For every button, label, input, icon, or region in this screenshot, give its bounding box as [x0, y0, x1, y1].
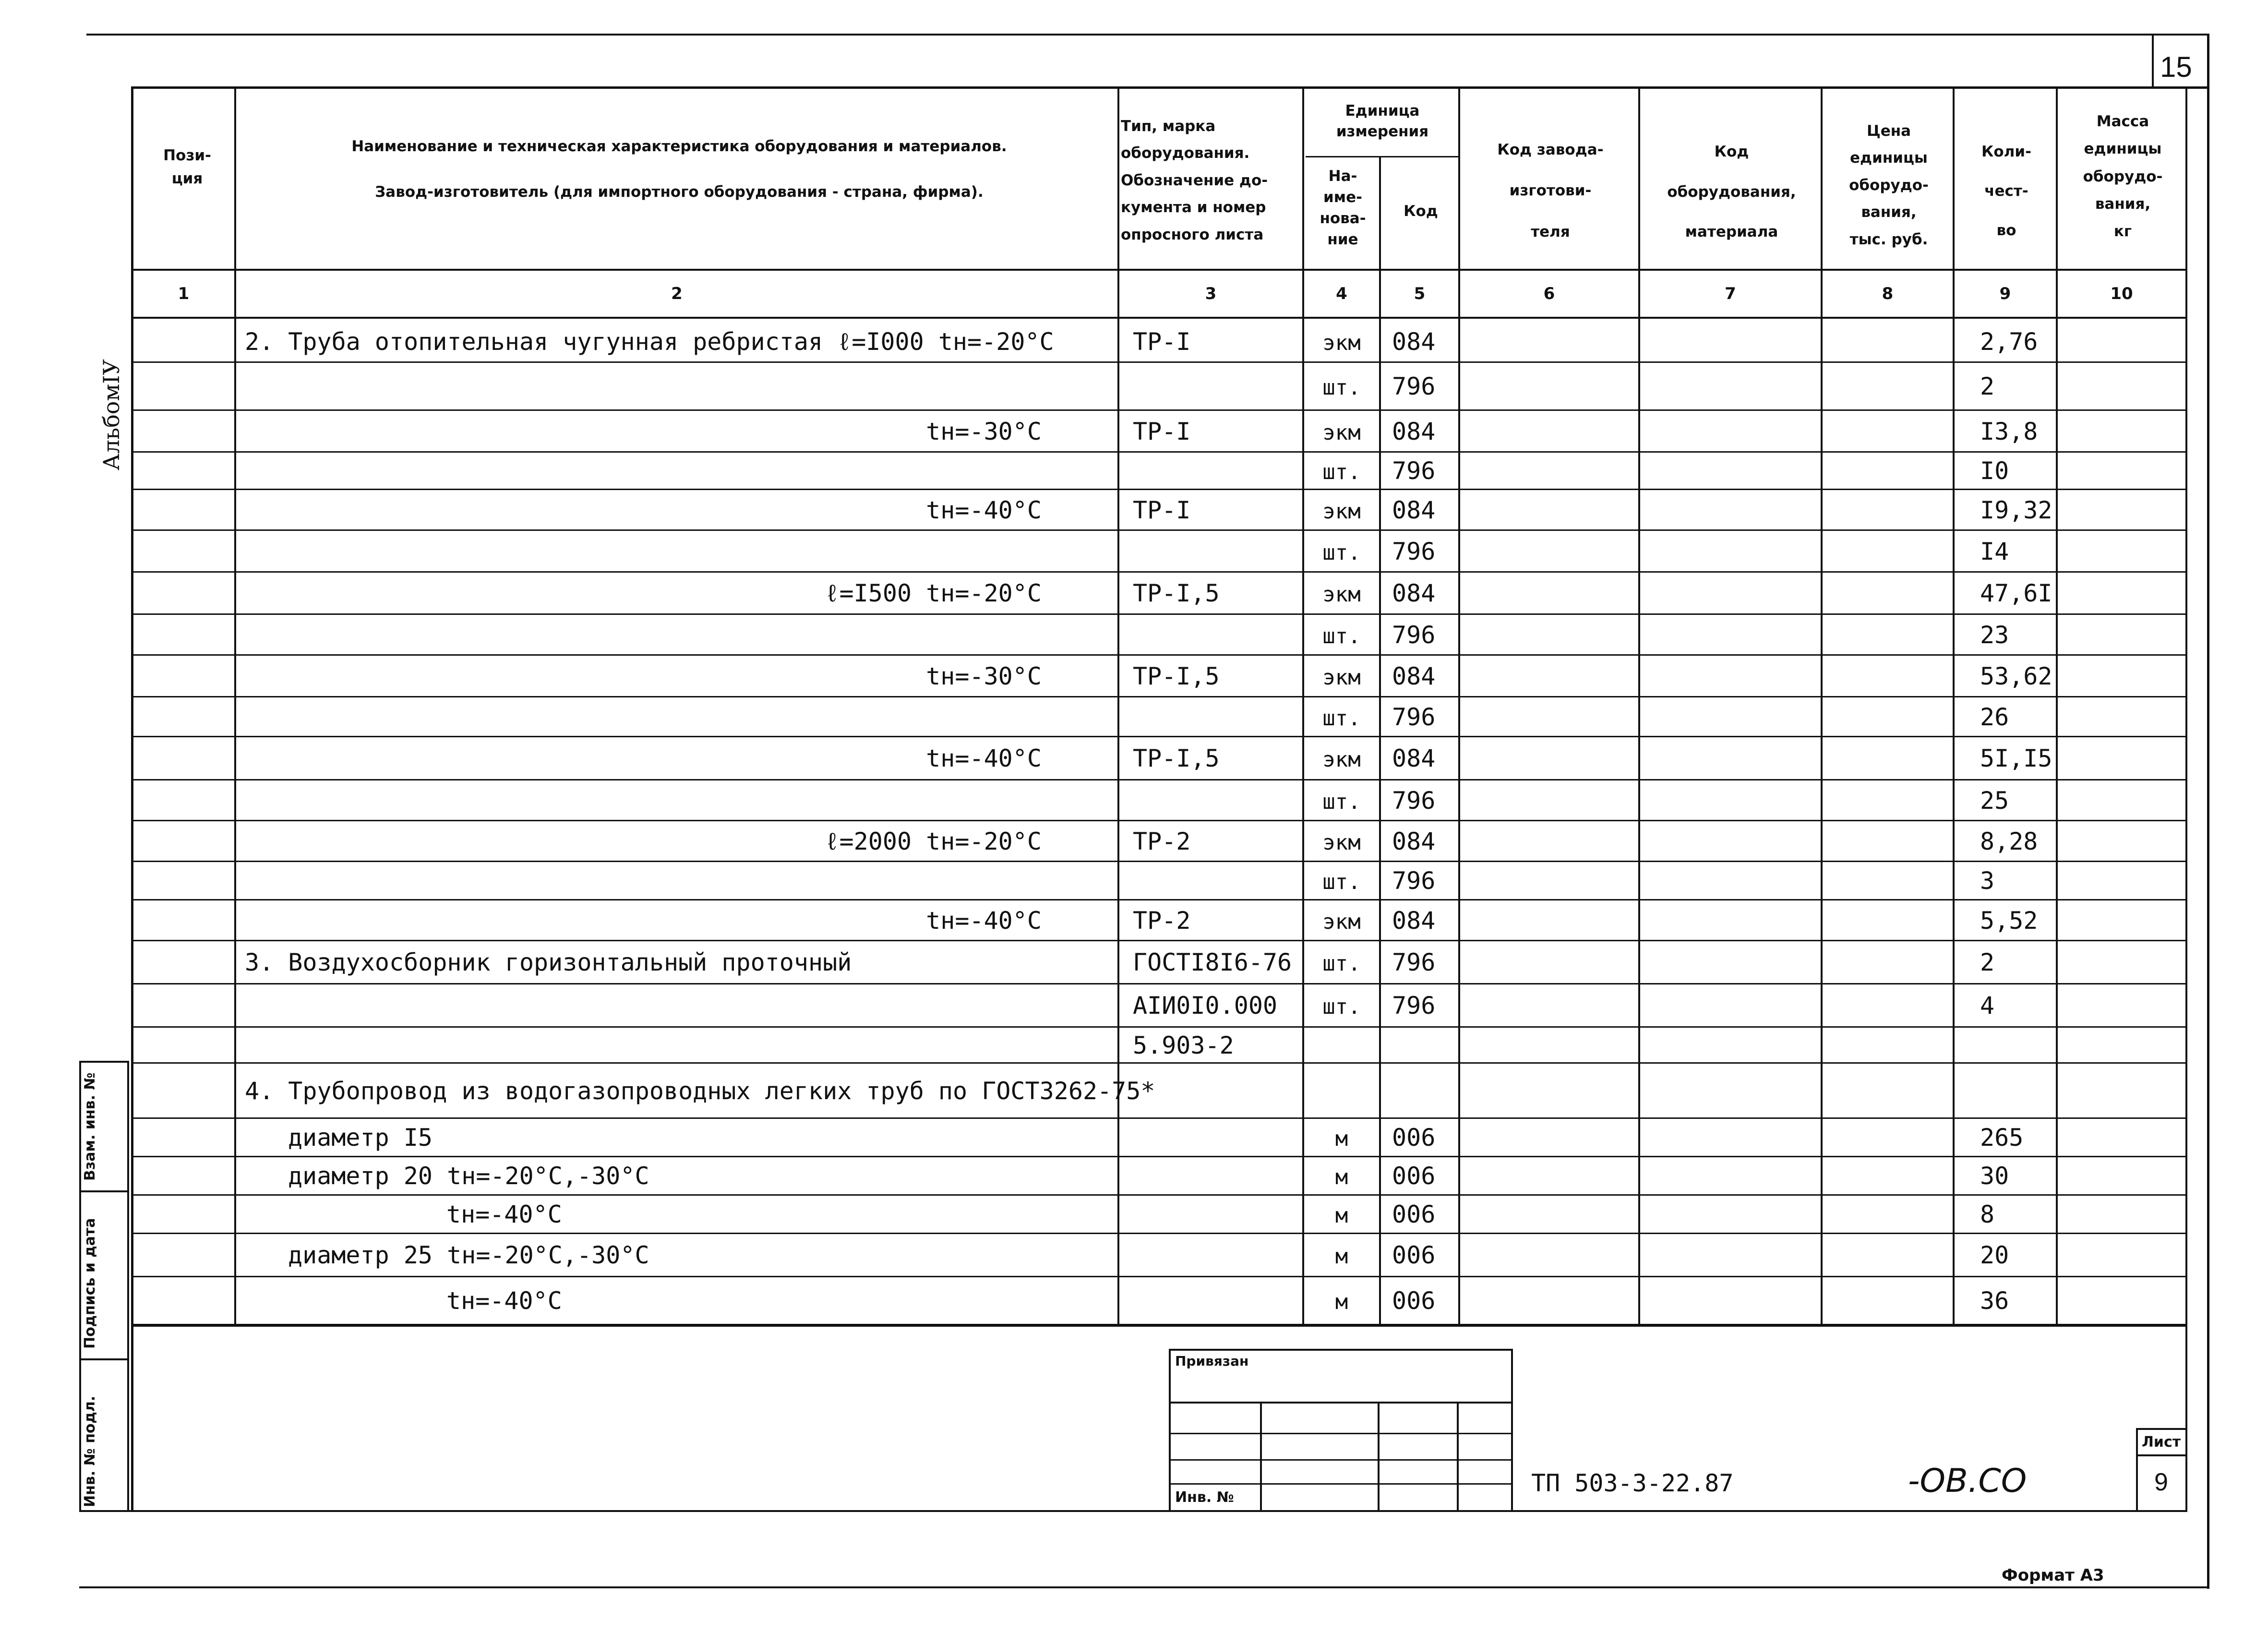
- row-unit: шт.: [1322, 995, 1361, 1019]
- row-line: [132, 1276, 2186, 1277]
- row-unit: шт.: [1322, 375, 1361, 400]
- row-code: 084: [1392, 496, 1436, 524]
- row-quantity: 26: [1980, 703, 2009, 731]
- header-col8-line4: вания,: [1861, 204, 1917, 221]
- row-quantity: 23: [1980, 621, 2009, 649]
- column-number-5: 5: [1414, 284, 1426, 303]
- header-col9-line2: чест-: [1984, 182, 2028, 200]
- row-unit: экм: [1322, 747, 1361, 772]
- sheet-box-mid: [2136, 1454, 2186, 1456]
- row-name: tн=-30°C: [926, 417, 1042, 445]
- top-border-line: [86, 34, 2208, 36]
- row-quantity: I3,8: [1980, 417, 2038, 445]
- bound-box-right: [1511, 1349, 1513, 1512]
- row-type: ТР-I: [1133, 417, 1191, 445]
- row-quantity: I4: [1980, 537, 2009, 565]
- header-col1-line2: ция: [171, 170, 203, 188]
- column-line-9: [2056, 86, 2058, 1325]
- margin-strip-line: [127, 1061, 129, 1512]
- row-line: [132, 779, 2186, 780]
- row-name: диаметр 25 tн=-20°C,-30°C: [288, 1241, 649, 1269]
- margin-strip-outer: [79, 1061, 81, 1512]
- inv-label: Инв. №: [1175, 1489, 1234, 1506]
- header-col6-line1: Код завода-: [1497, 141, 1604, 158]
- row-code: 084: [1392, 662, 1436, 690]
- row-quantity: 4: [1980, 992, 1995, 1020]
- row-unit: экм: [1322, 420, 1361, 445]
- column-number-3: 3: [1205, 284, 1217, 303]
- header-col3-line2: оборудования.: [1121, 144, 1250, 162]
- row-line: [132, 983, 2186, 984]
- row-line: [132, 409, 2186, 411]
- header-col10-line1: Масса: [2096, 113, 2149, 130]
- album-label: АльбомIУ: [98, 359, 124, 470]
- column-number-2: 2: [671, 284, 683, 303]
- row-line: [132, 613, 2186, 615]
- stamp-bottom-line: [79, 1510, 2187, 1512]
- header-col6: [1462, 130, 1639, 252]
- sheet-number: 9: [2154, 1468, 2168, 1496]
- margin-label-sign: Подпись и дата: [82, 1218, 98, 1349]
- column-number-1: 1: [178, 284, 190, 303]
- row-name: tн=-40°C: [926, 496, 1042, 524]
- row-line: [132, 489, 2186, 490]
- sheet-box-left: [2136, 1428, 2138, 1512]
- header-col9-line3: во: [1996, 222, 2016, 240]
- header-col10: [2059, 108, 2186, 246]
- row-line: [132, 696, 2186, 697]
- row-type: ТР-2: [1133, 827, 1191, 855]
- row-unit: шт.: [1322, 870, 1361, 894]
- column-line-1: [234, 86, 236, 1325]
- row-quantity: 20: [1980, 1241, 2009, 1269]
- row-code: 796: [1392, 372, 1436, 400]
- column-line-2: [1117, 86, 1119, 1325]
- row-line: [132, 1233, 2186, 1234]
- row-line: [132, 899, 2186, 900]
- row-line: [132, 820, 2186, 821]
- corner-box-left: [2152, 35, 2154, 87]
- margin-strip-div1: [79, 1061, 127, 1063]
- header-col10-line4: вания,: [2095, 195, 2151, 213]
- header-unit-line2: измерения: [1336, 123, 1429, 141]
- row-quantity: 8: [1980, 1200, 1995, 1228]
- header-unit-line1: Единица: [1345, 102, 1420, 120]
- row-type: AIИ0I0.000: [1133, 992, 1278, 1020]
- margin-strip-div2: [79, 1190, 127, 1192]
- row-quantity: 2: [1980, 372, 1995, 400]
- header-col4-line3: нова-: [1320, 210, 1366, 228]
- header-col8-line5: тыс. руб.: [1849, 230, 1928, 248]
- row-unit: экм: [1322, 909, 1361, 934]
- row-unit: экм: [1322, 665, 1361, 690]
- column-line-5: [1458, 86, 1460, 1325]
- row-quantity: 8,28: [1980, 827, 2038, 855]
- bound-label: Привязан: [1175, 1353, 1249, 1369]
- row-line: [132, 736, 2186, 737]
- row-type: ТР-I,5: [1133, 579, 1220, 607]
- header-col3-line4: кумента и номер: [1121, 199, 1266, 216]
- row-unit: экм: [1322, 330, 1361, 355]
- header-col3-line3: Обозначение до-: [1121, 171, 1268, 189]
- column-number-7: 7: [1725, 284, 1736, 303]
- row-quantity: 53,62: [1980, 662, 2052, 690]
- row-quantity: 265: [1980, 1124, 2024, 1152]
- row-code: 006: [1392, 1124, 1436, 1152]
- header-col3: [1121, 113, 1303, 248]
- number-row-bottom-line: [132, 317, 2186, 319]
- row-quantity: 36: [1980, 1287, 2009, 1315]
- row-code: 006: [1392, 1200, 1436, 1228]
- column-line-10: [2185, 86, 2187, 1325]
- row-name: диаметр I5: [288, 1124, 433, 1152]
- row-quantity: 25: [1980, 786, 2009, 815]
- table-bottom-line: [132, 1325, 2186, 1327]
- header-col8: [1824, 118, 1954, 253]
- stamp-right-line: [2185, 1325, 2187, 1512]
- header-col4: [1306, 166, 1380, 250]
- bound-box-div1: [1260, 1402, 1262, 1512]
- frame-bottom-line: [79, 1586, 2209, 1588]
- header-col10-line5: кг: [2113, 223, 2132, 240]
- header-col9-line1: Коли-: [1981, 143, 2031, 160]
- row-quantity: 5I,I5: [1980, 744, 2052, 772]
- row-type: ТР-I,5: [1133, 662, 1220, 690]
- header-col7-line1: Код: [1714, 143, 1749, 160]
- row-code: 084: [1392, 906, 1436, 935]
- header-bottom-line: [132, 269, 2186, 271]
- row-code: 796: [1392, 621, 1436, 649]
- margin-label-inv: Взам. инв. №: [82, 1072, 98, 1181]
- row-name: tн=-40°C: [926, 744, 1042, 772]
- row-name: tн=-40°C: [446, 1200, 562, 1228]
- bound-box-line2: [1169, 1433, 1512, 1434]
- row-type: ТР-I: [1133, 327, 1191, 356]
- document-suffix: -ОВ.СО: [1908, 1462, 2027, 1500]
- bound-box-div2: [1378, 1402, 1380, 1512]
- header-col4-line2: име-: [1323, 189, 1362, 206]
- row-line: [132, 1117, 2186, 1119]
- row-name: диаметр 20 tн=-20°C,-30°C: [288, 1162, 649, 1190]
- margin-label-orig: Инв. № подл.: [82, 1395, 98, 1507]
- sheet-box-top: [2136, 1428, 2186, 1430]
- column-line-8: [1953, 86, 1955, 1325]
- column-number-4: 4: [1336, 284, 1347, 303]
- row-quantity: I9,32: [1980, 496, 2052, 524]
- row-unit: м: [1335, 1127, 1348, 1151]
- row-type: ТР-2: [1133, 906, 1191, 935]
- row-code: 796: [1392, 948, 1436, 976]
- table-left-outer: [131, 86, 133, 1512]
- header-col2-line2: Завод-изготовитель (для импортного оборудования - страна, фирма).: [375, 183, 984, 201]
- header-col7-line2: оборудования,: [1667, 183, 1796, 201]
- column-line-7: [1821, 86, 1823, 1325]
- bound-box-top: [1169, 1349, 1512, 1351]
- sheet-label: Лист: [2142, 1434, 2181, 1451]
- margin-strip-div3: [79, 1358, 127, 1360]
- unit-group-divider: [1306, 156, 1459, 157]
- row-line: [132, 451, 2186, 453]
- column-number-8: 8: [1882, 284, 1894, 303]
- document-code: ТП 503-3-22.87: [1531, 1469, 1734, 1497]
- sheet-corner-number: 15: [2160, 51, 2192, 83]
- row-line: [132, 571, 2186, 573]
- row-unit: шт.: [1322, 951, 1361, 976]
- row-quantity: 2: [1980, 948, 1995, 976]
- row-line: [132, 1026, 2186, 1028]
- row-code: 084: [1392, 327, 1436, 356]
- row-code: 796: [1392, 703, 1436, 731]
- row-code: 006: [1392, 1287, 1436, 1315]
- row-name: tн=-30°C: [926, 662, 1042, 690]
- column-number-10: 10: [2110, 284, 2133, 303]
- header-col5: Код: [1404, 203, 1438, 220]
- header-col2-line1: Наименование и техническая характеристика оборудования и материалов.: [351, 138, 1007, 155]
- header-col6-line3: теля: [1531, 223, 1570, 240]
- row-name: 3. Воздухосборник горизонтальный проточный: [245, 948, 852, 976]
- row-name: ℓ=I500 tн=-20°C: [825, 579, 1042, 607]
- column-line-6: [1638, 86, 1640, 1325]
- row-unit: шт.: [1322, 789, 1361, 814]
- row-type: 5.903-2: [1133, 1031, 1234, 1059]
- row-code: 006: [1392, 1241, 1436, 1269]
- row-name: tн=-40°C: [926, 906, 1042, 935]
- row-type: ТР-I: [1133, 496, 1191, 524]
- row-unit: экм: [1322, 582, 1361, 607]
- row-unit: шт.: [1322, 460, 1361, 484]
- row-unit: м: [1335, 1290, 1348, 1314]
- header-col3-line1: Тип, марка: [1121, 118, 1216, 135]
- frame-right-line: [2207, 34, 2209, 1589]
- row-quantity: 5,52: [1980, 906, 2038, 935]
- row-code: 796: [1392, 786, 1436, 815]
- row-name: tн=-40°C: [446, 1287, 562, 1315]
- row-code: 084: [1392, 744, 1436, 772]
- row-quantity: 3: [1980, 867, 1995, 895]
- header-col10-line2: единицы: [2084, 140, 2162, 158]
- row-code: 796: [1392, 867, 1436, 895]
- header-col10-line3: оборудо-: [2083, 168, 2163, 185]
- row-code: 796: [1392, 457, 1436, 485]
- column-number-9: 9: [1999, 284, 2011, 303]
- row-line: [132, 1156, 2186, 1157]
- header-col1: [137, 144, 238, 190]
- row-line: [132, 361, 2186, 363]
- header-unit-group: [1306, 101, 1459, 143]
- bound-box-div3: [1457, 1402, 1459, 1512]
- row-line: [132, 940, 2186, 941]
- row-type: ТР-I,5: [1133, 744, 1220, 772]
- header-col8-line1: Цена: [1866, 122, 1911, 140]
- row-quantity: 30: [1980, 1162, 2009, 1190]
- header-col4-line4: ние: [1327, 231, 1358, 249]
- format-label: Формат А3: [2002, 1566, 2104, 1585]
- row-type: ГОСТI8I6-76: [1133, 948, 1292, 976]
- table-top-line: [132, 86, 2208, 89]
- header-col7-line3: материала: [1685, 223, 1778, 241]
- bound-box-line4: [1169, 1483, 1512, 1485]
- row-quantity: I0: [1980, 457, 2009, 485]
- row-line: [132, 1062, 2186, 1064]
- row-code: 796: [1392, 537, 1436, 565]
- row-unit: экм: [1322, 499, 1361, 524]
- header-col3-line5: опросного листа: [1121, 226, 1264, 243]
- header-col4-line1: На-: [1328, 168, 1357, 185]
- row-line: [132, 529, 2186, 531]
- row-unit: шт.: [1322, 706, 1361, 731]
- row-unit: экм: [1322, 830, 1361, 855]
- row-code: 084: [1392, 827, 1436, 855]
- bound-box-line3: [1169, 1459, 1512, 1461]
- row-name: 2. Труба отопительная чугунная ребристая ℓ=I000 tн=-20°C: [245, 327, 1054, 356]
- row-unit: м: [1335, 1203, 1348, 1228]
- row-name: ℓ=2000 tн=-20°C: [825, 827, 1042, 855]
- bound-box-left: [1169, 1349, 1171, 1512]
- header-col7: [1642, 132, 1822, 252]
- row-line: [132, 861, 2186, 862]
- row-code: 084: [1392, 417, 1436, 445]
- row-unit: м: [1335, 1244, 1348, 1269]
- row-code: 796: [1392, 992, 1436, 1020]
- header-col8-line2: единицы: [1850, 149, 1928, 167]
- bound-box-line1: [1169, 1402, 1512, 1404]
- row-code: 084: [1392, 579, 1436, 607]
- row-line: [132, 1194, 2186, 1196]
- row-unit: м: [1335, 1165, 1348, 1189]
- row-unit: шт.: [1322, 624, 1361, 648]
- row-quantity: 47,6I: [1980, 579, 2052, 607]
- header-col6-line2: изготови-: [1509, 182, 1592, 200]
- header-col8-line3: оборудо-: [1849, 176, 1929, 194]
- row-line: [132, 654, 2186, 656]
- row-code: 006: [1392, 1162, 1436, 1190]
- row-unit: шт.: [1322, 540, 1361, 565]
- row-name: 4. Трубопровод из водогазопроводных легких труб по ГОСТ3262-75*: [245, 1077, 1155, 1105]
- row-quantity: 2,76: [1980, 327, 2038, 356]
- header-col9: [1956, 132, 2057, 250]
- column-number-6: 6: [1543, 284, 1555, 303]
- header-col1-line1: Пози-: [163, 147, 211, 164]
